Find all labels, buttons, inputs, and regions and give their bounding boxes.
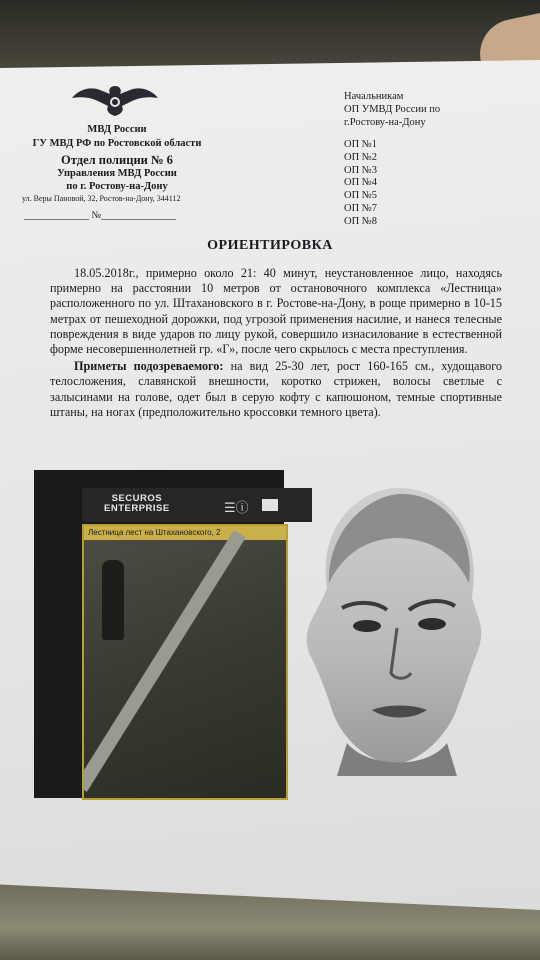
department-name: Отдел полиции № 6 — [61, 153, 173, 167]
document-body — [50, 266, 502, 420]
incident-paragraph: 18.05.2018г., примерно около 21: 40 минут, неустановленное лицо, находясь примерно на расстоянии 10 метров от остановочного комплекса «Лестница» расположенного по ул. Штахановского в г. Ростове-на-Дону, в роще примерно в 10-15 метрах от пешеходной дорожки, под угрозой применения насилие, и нанеся телесные повреждения в виде ударов по лицу рукой, совершило изнасилование в естественной форме несовершеннолетней гр. «Г», после чего скрылось с места преступления. — [50, 266, 502, 357]
ops-item: ОП №5 — [344, 190, 378, 202]
cctv-brand — [104, 494, 170, 514]
suspect-description-text: на вид 25-30 лет, рост 160-165 см., худощавого телосложения, славянской внешности, коротко стрижен, волосы светлые с залысинами на голове, одет был в серую кофту с капюшоном, темные спортивные штаны, на ногах (предположительно кроссовки темного цвета). — [50, 359, 502, 419]
agency-name: МВД России — [87, 124, 147, 135]
suspect-figure — [102, 560, 124, 640]
brand-line1: SECUROS — [111, 493, 163, 504]
ops-item: ОП №1 — [344, 139, 378, 150]
suspect-composite-sketch — [287, 478, 500, 776]
address: ул. Веры Пановой, 32, Ростов-на-Дону, 344112 — [22, 194, 181, 203]
eagle-emblem-icon — [70, 80, 160, 120]
recipient-ops-list — [344, 139, 377, 229]
document-title: ОРИЕНТИРОВКА — [207, 238, 333, 253]
brand-line2: ENTERPRISE — [104, 503, 170, 514]
suspect-description-label: Приметы подозреваемого: — [74, 359, 224, 374]
cctv-screenshot — [34, 470, 284, 798]
ops-item: ОП №4 — [344, 177, 378, 189]
ministry-line: ГУ МВД РФ по Ростовской области — [32, 138, 202, 149]
window-icon — [262, 499, 278, 511]
cctv-toolbar — [82, 488, 312, 522]
ops-item: ОП №3 — [344, 164, 378, 176]
camera-scene — [84, 540, 286, 798]
camera-view — [82, 524, 288, 800]
division-line2: по г. Ростову-на-Дону — [66, 181, 168, 192]
recipient-line2: ОП УМВД России по — [344, 104, 441, 115]
document-number-line: _____________ №_______________ — [24, 210, 177, 221]
division-line1: Управления МВД России — [57, 168, 177, 179]
recipient-line1: Начальникам — [344, 91, 404, 102]
background-top — [0, 0, 540, 70]
camera-title: Лестница лест на Штахановского, 2 — [84, 526, 286, 540]
ops-item: ОП №7 — [344, 202, 378, 214]
ops-item: ОП №8 — [344, 215, 378, 227]
list-info-icon: ☰ⓘ — [224, 501, 249, 516]
recipient-line3: г.Ростову-на-Дону — [344, 117, 426, 128]
ops-item: ОП №2 — [344, 151, 378, 163]
suspect-description-paragraph — [50, 359, 502, 420]
